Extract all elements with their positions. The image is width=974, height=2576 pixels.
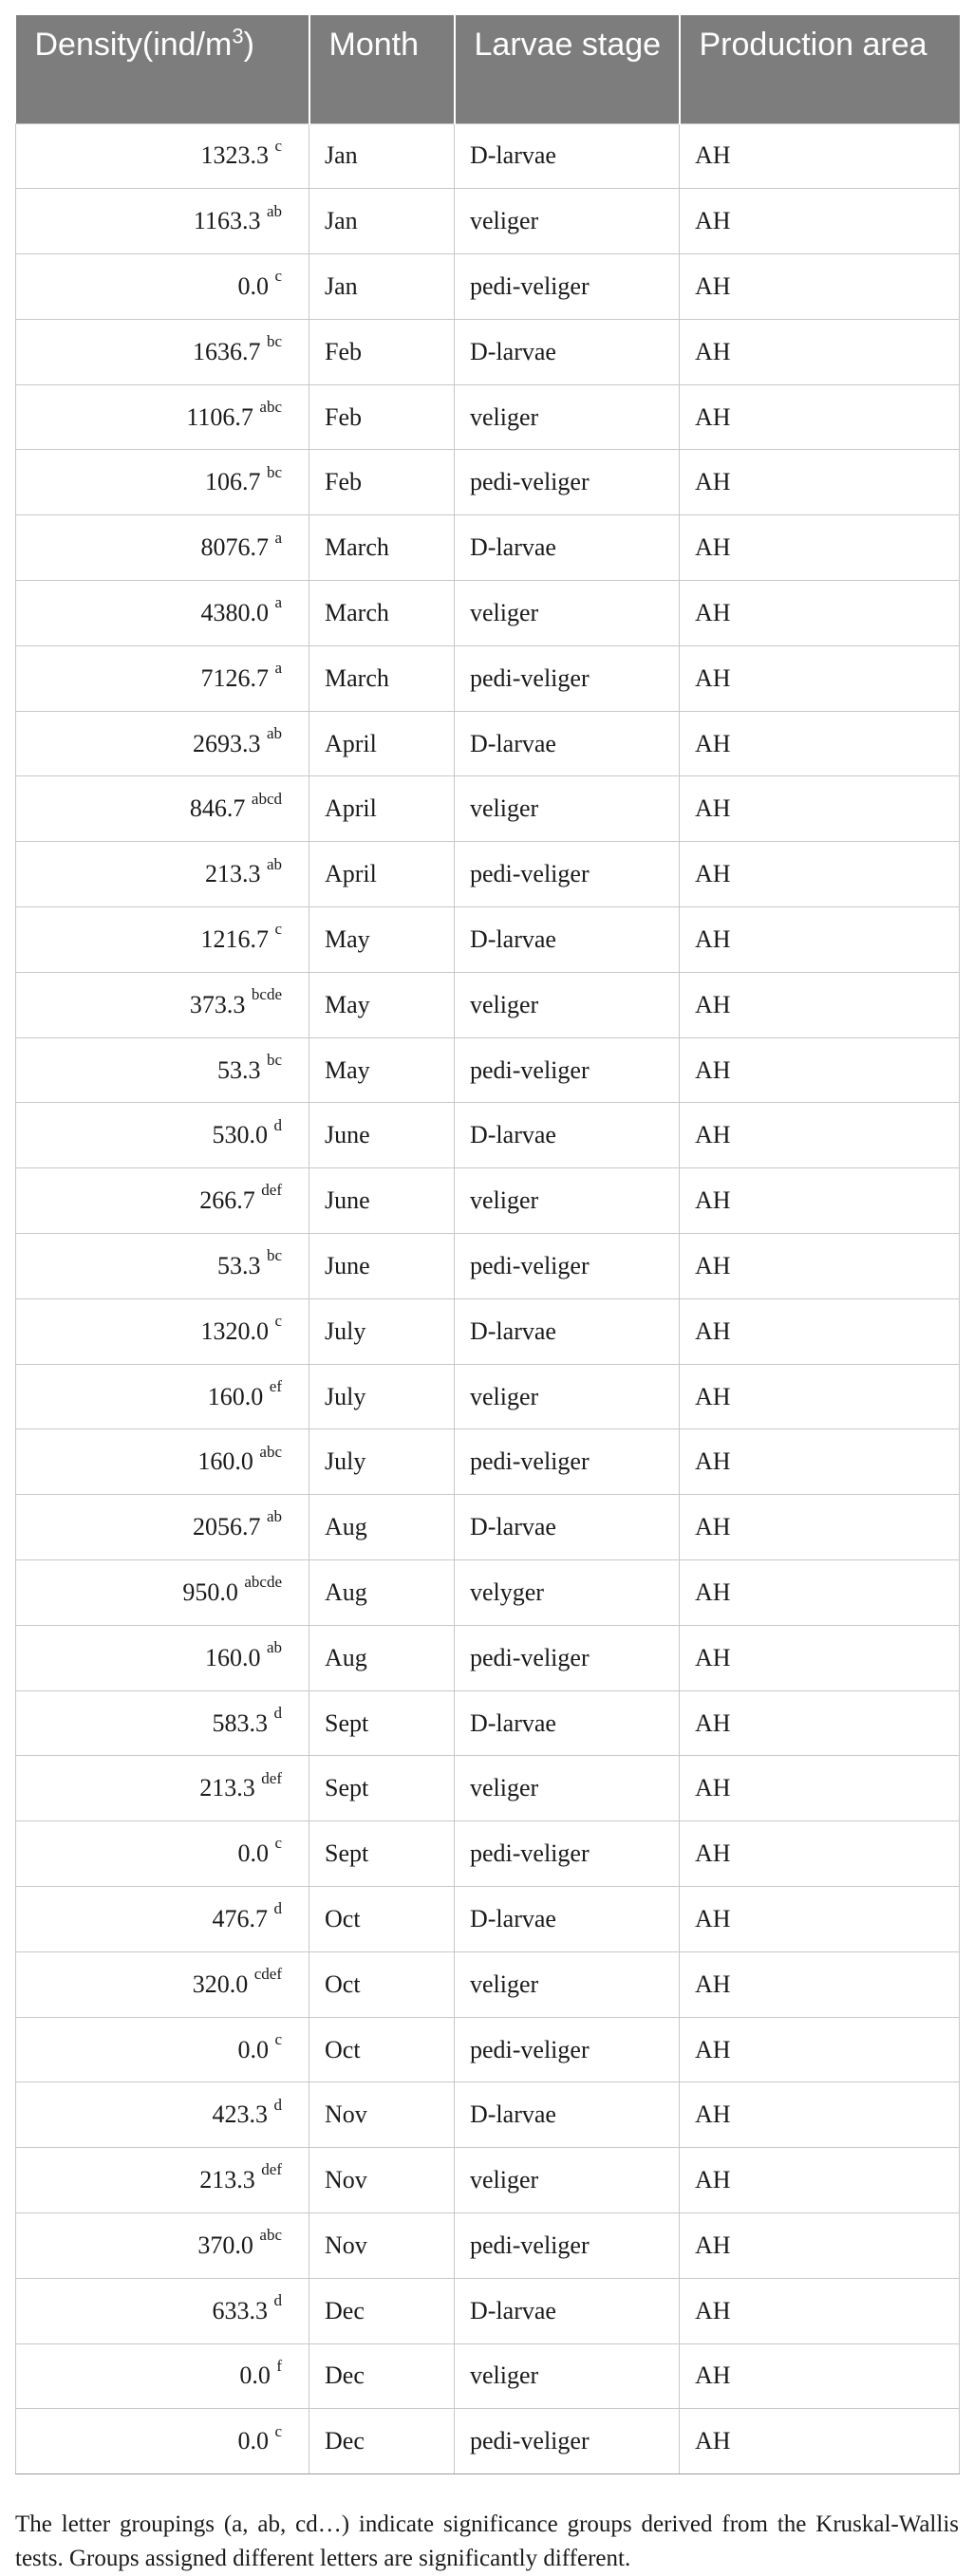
density-value: 846.7 <box>189 794 246 823</box>
significance-group: a <box>274 593 282 612</box>
table-row <box>16 645 960 711</box>
density-value: 213.3 <box>204 860 261 888</box>
month-cell: May <box>309 972 455 1037</box>
larvae-stage-cell: D-larvae <box>455 2278 680 2343</box>
table-row <box>16 515 960 581</box>
significance-group: c <box>274 2029 282 2048</box>
density-value: 213.3 <box>199 1774 255 1802</box>
table-row <box>16 2278 960 2343</box>
month-cell: July <box>309 1298 455 1364</box>
density-cell <box>16 1234 309 1299</box>
density-value: 53.3 <box>216 1251 261 1279</box>
month-cell: March <box>309 581 455 646</box>
density-cell <box>16 123 309 189</box>
density-cell <box>16 189 309 254</box>
density-value: 1636.7 <box>192 337 261 365</box>
production-area-cell: AH <box>680 2278 960 2343</box>
header-production-area: Production area <box>680 15 960 123</box>
larvae-stage-cell: veliger <box>455 2148 680 2213</box>
production-area-cell: AH <box>680 1298 960 1364</box>
production-area-cell: AH <box>680 2082 960 2148</box>
density-value: 0.0 <box>237 2035 269 2063</box>
significance-group: d <box>273 1115 282 1134</box>
density-cell <box>16 2148 309 2213</box>
production-area-cell: AH <box>680 1234 960 1299</box>
table-body <box>16 123 960 2474</box>
table-row <box>16 123 960 189</box>
header-month: Month <box>309 15 455 123</box>
production-area-cell: AH <box>680 711 960 776</box>
production-area-cell: AH <box>680 1037 960 1103</box>
month-cell: Jan <box>309 254 455 320</box>
table-row <box>16 1756 960 1821</box>
larvae-stage-cell: D-larvae <box>455 1690 680 1756</box>
larvae-stage-cell: veliger <box>455 972 680 1037</box>
significance-group: abcde <box>244 1573 282 1592</box>
month-cell: May <box>309 907 455 973</box>
density-value: 583.3 <box>212 1708 268 1737</box>
density-value: 1163.3 <box>193 207 261 235</box>
significance-group: d <box>273 1899 282 1918</box>
header-density-close: ) <box>243 27 254 63</box>
month-cell: Sept <box>309 1821 455 1887</box>
significance-group: bc <box>266 332 282 351</box>
production-area-cell: AH <box>680 1625 960 1690</box>
significance-group: def <box>261 1768 282 1787</box>
larvae-stage-cell: D-larvae <box>455 1103 680 1168</box>
density-value: 370.0 <box>197 2231 253 2259</box>
density-value: 530.0 <box>212 1121 268 1149</box>
significance-group: abc <box>259 2226 282 2245</box>
significance-group: ab <box>266 723 282 742</box>
density-value: 0.0 <box>237 1839 269 1868</box>
table-row <box>16 2343 960 2409</box>
significance-group: bc <box>266 1050 282 1069</box>
month-cell: Nov <box>309 2148 455 2213</box>
density-value: 0.0 <box>237 271 269 300</box>
month-cell: Aug <box>309 1560 455 1626</box>
production-area-cell: AH <box>680 1821 960 1887</box>
month-cell: Oct <box>309 1951 455 2017</box>
production-area-cell: AH <box>680 123 960 189</box>
larvae-stage-cell: veliger <box>455 1756 680 1821</box>
density-cell <box>16 2278 309 2343</box>
significance-group: a <box>274 659 282 678</box>
density-cell <box>16 776 309 842</box>
density-cell <box>16 1821 309 1887</box>
table-row <box>16 2213 960 2279</box>
density-cell <box>16 2409 309 2474</box>
density-value: 1106.7 <box>186 402 253 431</box>
table-row <box>16 1625 960 1690</box>
production-area-cell: AH <box>680 189 960 254</box>
larvae-stage-cell: velyger <box>455 1560 680 1626</box>
month-cell: July <box>309 1364 455 1429</box>
larvae-stage-cell: pedi-veliger <box>455 842 680 907</box>
production-area-cell: AH <box>680 1168 960 1234</box>
larvae-stage-cell: veliger <box>455 1951 680 2017</box>
production-area-cell: AH <box>680 972 960 1037</box>
table-row <box>16 2082 960 2148</box>
larvae-stage-cell: pedi-veliger <box>455 254 680 320</box>
production-area-cell: AH <box>680 1495 960 1560</box>
month-cell: April <box>309 711 455 776</box>
production-area-cell: AH <box>680 319 960 384</box>
production-area-cell: AH <box>680 1103 960 1168</box>
table-row <box>16 2148 960 2213</box>
larvae-stage-cell: D-larvae <box>455 1495 680 1560</box>
production-area-cell: AH <box>680 776 960 842</box>
density-value: 160.0 <box>204 1643 261 1671</box>
month-cell: Aug <box>309 1625 455 1690</box>
month-cell: Dec <box>309 2409 455 2474</box>
larvae-stage-cell: pedi-veliger <box>455 1821 680 1887</box>
density-cell <box>16 2017 309 2082</box>
month-cell: Oct <box>309 1887 455 1952</box>
density-cell <box>16 1625 309 1690</box>
density-value: 7126.7 <box>200 663 269 692</box>
larvae-stage-cell: pedi-veliger <box>455 2213 680 2279</box>
significance-group: d <box>273 2291 282 2310</box>
larvae-stage-cell: D-larvae <box>455 123 680 189</box>
density-value: 160.0 <box>197 1447 253 1476</box>
density-cell <box>16 254 309 320</box>
table-row <box>16 450 960 515</box>
significance-group: bc <box>266 462 282 481</box>
significance-group: f <box>276 2356 282 2375</box>
density-cell <box>16 907 309 973</box>
production-area-cell: AH <box>680 254 960 320</box>
table-row <box>16 1560 960 1626</box>
density-value: 1323.3 <box>200 141 269 170</box>
table-row <box>16 907 960 973</box>
larvae-stage-cell: D-larvae <box>455 1298 680 1364</box>
larvae-stage-cell: veliger <box>455 1364 680 1429</box>
larvae-stage-cell: pedi-veliger <box>455 1234 680 1299</box>
significance-group: abc <box>259 1442 282 1461</box>
month-cell: Dec <box>309 2343 455 2409</box>
density-value: 8076.7 <box>200 533 269 562</box>
density-value: 213.3 <box>199 2166 255 2194</box>
density-cell <box>16 1756 309 1821</box>
density-value: 2693.3 <box>192 729 261 757</box>
density-cell <box>16 581 309 646</box>
month-cell: Dec <box>309 2278 455 2343</box>
month-cell: Nov <box>309 2213 455 2279</box>
significance-group: ab <box>266 201 282 220</box>
table-row <box>16 1168 960 1234</box>
month-cell: March <box>309 645 455 711</box>
table-row <box>16 1298 960 1364</box>
month-cell: June <box>309 1234 455 1299</box>
significance-group: bc <box>266 1246 282 1265</box>
production-area-cell: AH <box>680 2017 960 2082</box>
larvae-stage-cell: pedi-veliger <box>455 1625 680 1690</box>
density-cell <box>16 1364 309 1429</box>
density-cell <box>16 2213 309 2279</box>
header-density-exponent: 3 <box>232 24 244 48</box>
table-row <box>16 711 960 776</box>
table-header <box>16 15 960 123</box>
production-area-cell: AH <box>680 907 960 973</box>
header-row <box>16 15 960 123</box>
larvae-stage-cell: veliger <box>455 1168 680 1234</box>
production-area-cell: AH <box>680 1690 960 1756</box>
larvae-density-table <box>15 15 960 2474</box>
production-area-cell: AH <box>680 384 960 450</box>
production-area-cell: AH <box>680 2409 960 2474</box>
density-value: 0.0 <box>237 2427 269 2455</box>
significance-group: d <box>273 1703 282 1722</box>
production-area-cell: AH <box>680 1560 960 1626</box>
month-cell: March <box>309 515 455 581</box>
significance-group: ab <box>266 1638 282 1657</box>
significance-group: ab <box>266 1507 282 1526</box>
larvae-stage-cell: pedi-veliger <box>455 2017 680 2082</box>
table-row <box>16 2409 960 2474</box>
table-row <box>16 972 960 1037</box>
table-row <box>16 189 960 254</box>
larvae-stage-cell: D-larvae <box>455 515 680 581</box>
table-row <box>16 1495 960 1560</box>
density-cell <box>16 1298 309 1364</box>
production-area-cell: AH <box>680 2213 960 2279</box>
significance-group: d <box>273 2095 282 2114</box>
density-cell <box>16 1429 309 1495</box>
table-row <box>16 776 960 842</box>
table-row <box>16 1690 960 1756</box>
larvae-stage-cell: veliger <box>455 581 680 646</box>
density-cell <box>16 1103 309 1168</box>
month-cell: Feb <box>309 450 455 515</box>
production-area-cell: AH <box>680 581 960 646</box>
density-cell <box>16 319 309 384</box>
significance-group: abc <box>259 397 282 416</box>
density-cell <box>16 1168 309 1234</box>
header-larvae-stage: Larvae stage <box>455 15 680 123</box>
larvae-stage-cell: veliger <box>455 189 680 254</box>
production-area-cell: AH <box>680 1429 960 1495</box>
larvae-stage-cell: pedi-veliger <box>455 450 680 515</box>
density-value: 160.0 <box>207 1382 264 1410</box>
density-value: 2056.7 <box>192 1513 261 1541</box>
month-cell: June <box>309 1168 455 1234</box>
density-cell <box>16 515 309 581</box>
significance-group: bcde <box>251 985 282 1004</box>
table-row <box>16 1037 960 1103</box>
production-area-cell: AH <box>680 515 960 581</box>
production-area-cell: AH <box>680 2148 960 2213</box>
table-row <box>16 1103 960 1168</box>
density-value: 476.7 <box>212 1904 268 1932</box>
month-cell: Nov <box>309 2082 455 2148</box>
significance-group: abcd <box>251 789 282 808</box>
significance-group: c <box>274 267 282 286</box>
table-row <box>16 1364 960 1429</box>
table-row <box>16 581 960 646</box>
table-row <box>16 384 960 450</box>
density-cell <box>16 450 309 515</box>
production-area-cell: AH <box>680 2343 960 2409</box>
month-cell: Feb <box>309 319 455 384</box>
production-area-cell: AH <box>680 450 960 515</box>
table-row <box>16 319 960 384</box>
density-cell <box>16 645 309 711</box>
month-cell: Oct <box>309 2017 455 2082</box>
table-row <box>16 1887 960 1952</box>
month-cell: Sept <box>309 1690 455 1756</box>
production-area-cell: AH <box>680 1364 960 1429</box>
month-cell: June <box>309 1103 455 1168</box>
month-cell: Jan <box>309 123 455 189</box>
month-cell: May <box>309 1037 455 1103</box>
larvae-stage-cell: D-larvae <box>455 711 680 776</box>
significance-group: def <box>261 1181 282 1200</box>
significance-group: def <box>261 2160 282 2179</box>
production-area-cell: AH <box>680 1756 960 1821</box>
table-row <box>16 2017 960 2082</box>
significance-group: ab <box>266 854 282 873</box>
larvae-stage-cell: D-larvae <box>455 1887 680 1952</box>
header-density <box>16 15 309 123</box>
significance-group: c <box>274 1834 282 1853</box>
larvae-stage-cell: D-larvae <box>455 319 680 384</box>
density-cell <box>16 1495 309 1560</box>
significance-group: c <box>274 920 282 939</box>
larvae-stage-cell: D-larvae <box>455 2082 680 2148</box>
header-density-text: Density(ind/m <box>34 27 233 63</box>
larvae-stage-cell: veliger <box>455 2343 680 2409</box>
density-cell <box>16 972 309 1037</box>
density-cell <box>16 1037 309 1103</box>
significance-group: c <box>274 2421 282 2440</box>
production-area-cell: AH <box>680 1951 960 2017</box>
significance-group: ef <box>269 1376 282 1395</box>
month-cell: Sept <box>309 1756 455 1821</box>
density-value: 950.0 <box>182 1577 238 1606</box>
larvae-stage-cell: pedi-veliger <box>455 2409 680 2474</box>
table-row <box>16 1429 960 1495</box>
month-cell: April <box>309 776 455 842</box>
larvae-stage-cell: veliger <box>455 776 680 842</box>
density-cell <box>16 842 309 907</box>
significance-group: c <box>274 1312 282 1331</box>
table-row <box>16 842 960 907</box>
larvae-stage-cell: pedi-veliger <box>455 1429 680 1495</box>
density-cell <box>16 1887 309 1952</box>
month-cell: April <box>309 842 455 907</box>
density-cell <box>16 384 309 450</box>
density-cell <box>16 1951 309 2017</box>
density-value: 1216.7 <box>200 924 269 953</box>
density-value: 633.3 <box>212 2296 268 2324</box>
table-row <box>16 1821 960 1887</box>
density-cell <box>16 1690 309 1756</box>
density-value: 320.0 <box>192 1969 249 1998</box>
significance-group: cdef <box>253 1965 282 1984</box>
significance-group: c <box>274 136 282 155</box>
larvae-stage-cell: D-larvae <box>455 907 680 973</box>
density-cell <box>16 2343 309 2409</box>
density-value: 373.3 <box>189 990 246 1018</box>
density-value: 0.0 <box>239 2361 271 2390</box>
month-cell: Feb <box>309 384 455 450</box>
table-row <box>16 254 960 320</box>
month-cell: Jan <box>309 189 455 254</box>
density-value: 266.7 <box>199 1186 255 1215</box>
table-row <box>16 1951 960 2017</box>
larvae-stage-cell: pedi-veliger <box>455 1037 680 1103</box>
larvae-stage-cell: pedi-veliger <box>455 645 680 711</box>
table-footnote: The letter groupings (a, ab, cd…) indicate significance groups derived from the Kruskal-Wallis tests. Groups assigned different letters are significantly different. <box>15 2511 959 2571</box>
density-cell <box>16 2082 309 2148</box>
density-value: 1320.0 <box>200 1316 269 1345</box>
density-value: 106.7 <box>204 468 261 496</box>
production-area-cell: AH <box>680 1887 960 1952</box>
larvae-stage-cell: veliger <box>455 384 680 450</box>
month-cell: July <box>309 1429 455 1495</box>
density-value: 423.3 <box>212 2100 268 2129</box>
density-table-container <box>15 15 959 2474</box>
production-area-cell: AH <box>680 842 960 907</box>
production-area-cell: AH <box>680 645 960 711</box>
significance-group: a <box>274 528 282 547</box>
density-value: 53.3 <box>216 1055 261 1084</box>
density-cell <box>16 1560 309 1626</box>
density-value: 4380.0 <box>200 598 269 626</box>
table-row <box>16 1234 960 1299</box>
month-cell: Aug <box>309 1495 455 1560</box>
density-cell <box>16 711 309 776</box>
